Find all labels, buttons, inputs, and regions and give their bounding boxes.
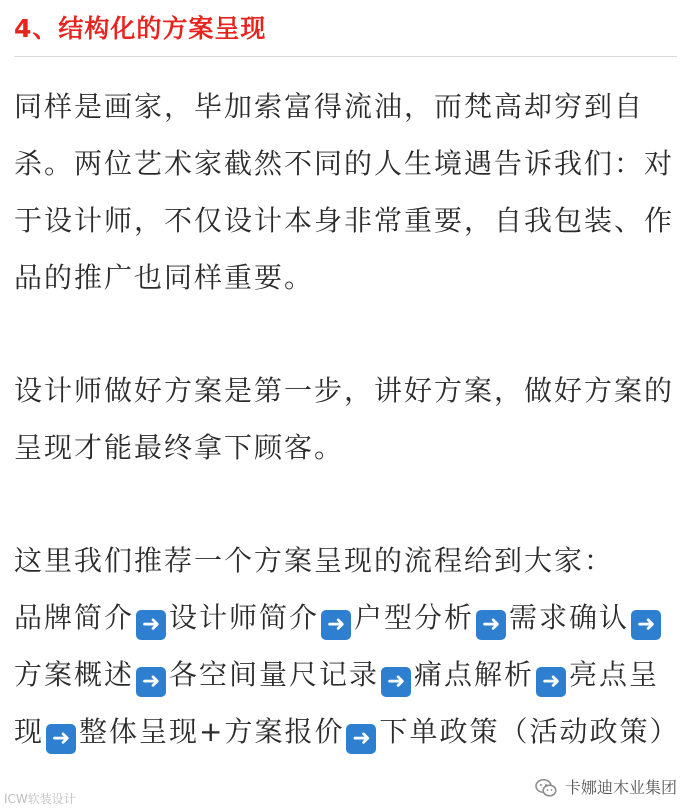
heading-divider (14, 56, 677, 57)
watermark-account (535, 778, 677, 798)
watermark-account-name: 卡娜迪木业集团 (564, 778, 677, 797)
flow-step: 设计师简介 (169, 601, 320, 634)
flow-step: 亮点呈现 (14, 658, 660, 748)
presentation-flow (14, 589, 682, 760)
arrow-right-icon: ➜ (536, 667, 566, 697)
arrow-right-icon: ➜ (476, 610, 506, 640)
arrow-right-icon: ➜ (46, 724, 76, 754)
flow-step: 品牌简介 (14, 601, 135, 634)
flow-step: 各空间量尺记录 (169, 658, 380, 691)
arrow-right-icon: ➜ (346, 724, 376, 754)
arrow-right-icon: ➜ (631, 610, 661, 640)
flow-step: 整体呈现+方案报价 (79, 715, 345, 748)
flow-step: 方案概述 (14, 658, 135, 691)
paragraph-artists: 同样是画家，毕加索富得流油，而梵高却穷到自杀。两位艺术家截然不同的人生境遇告诉我们：对于设计师，不仅设计本身非常重要，自我包装、作品的推广也同样重要。 (14, 90, 675, 294)
arrow-right-icon: ➜ (136, 610, 166, 640)
watermark-left: ICW软装设计 (4, 792, 76, 806)
paragraph-presentation: 设计师做好方案是第一步，讲好方案，做好方案的呈现才能最终拿下顾客。 (14, 374, 675, 464)
flow-step: 户型分析 (354, 601, 475, 634)
flow-step: 痛点解析 (414, 658, 535, 691)
flow-step: 下单政策（活动政策） (379, 715, 680, 748)
paragraph-flow-intro: 这里我们推荐一个方案呈现的流程给到大家： (14, 544, 615, 577)
wechat-icon (535, 778, 557, 798)
flow-step: 需求确认 (509, 601, 630, 634)
arrow-right-icon: ➜ (136, 667, 166, 697)
section-heading: 4、结构化的方案呈现 (14, 14, 267, 43)
arrow-right-icon: ➜ (321, 610, 351, 640)
arrow-right-icon: ➜ (381, 667, 411, 697)
